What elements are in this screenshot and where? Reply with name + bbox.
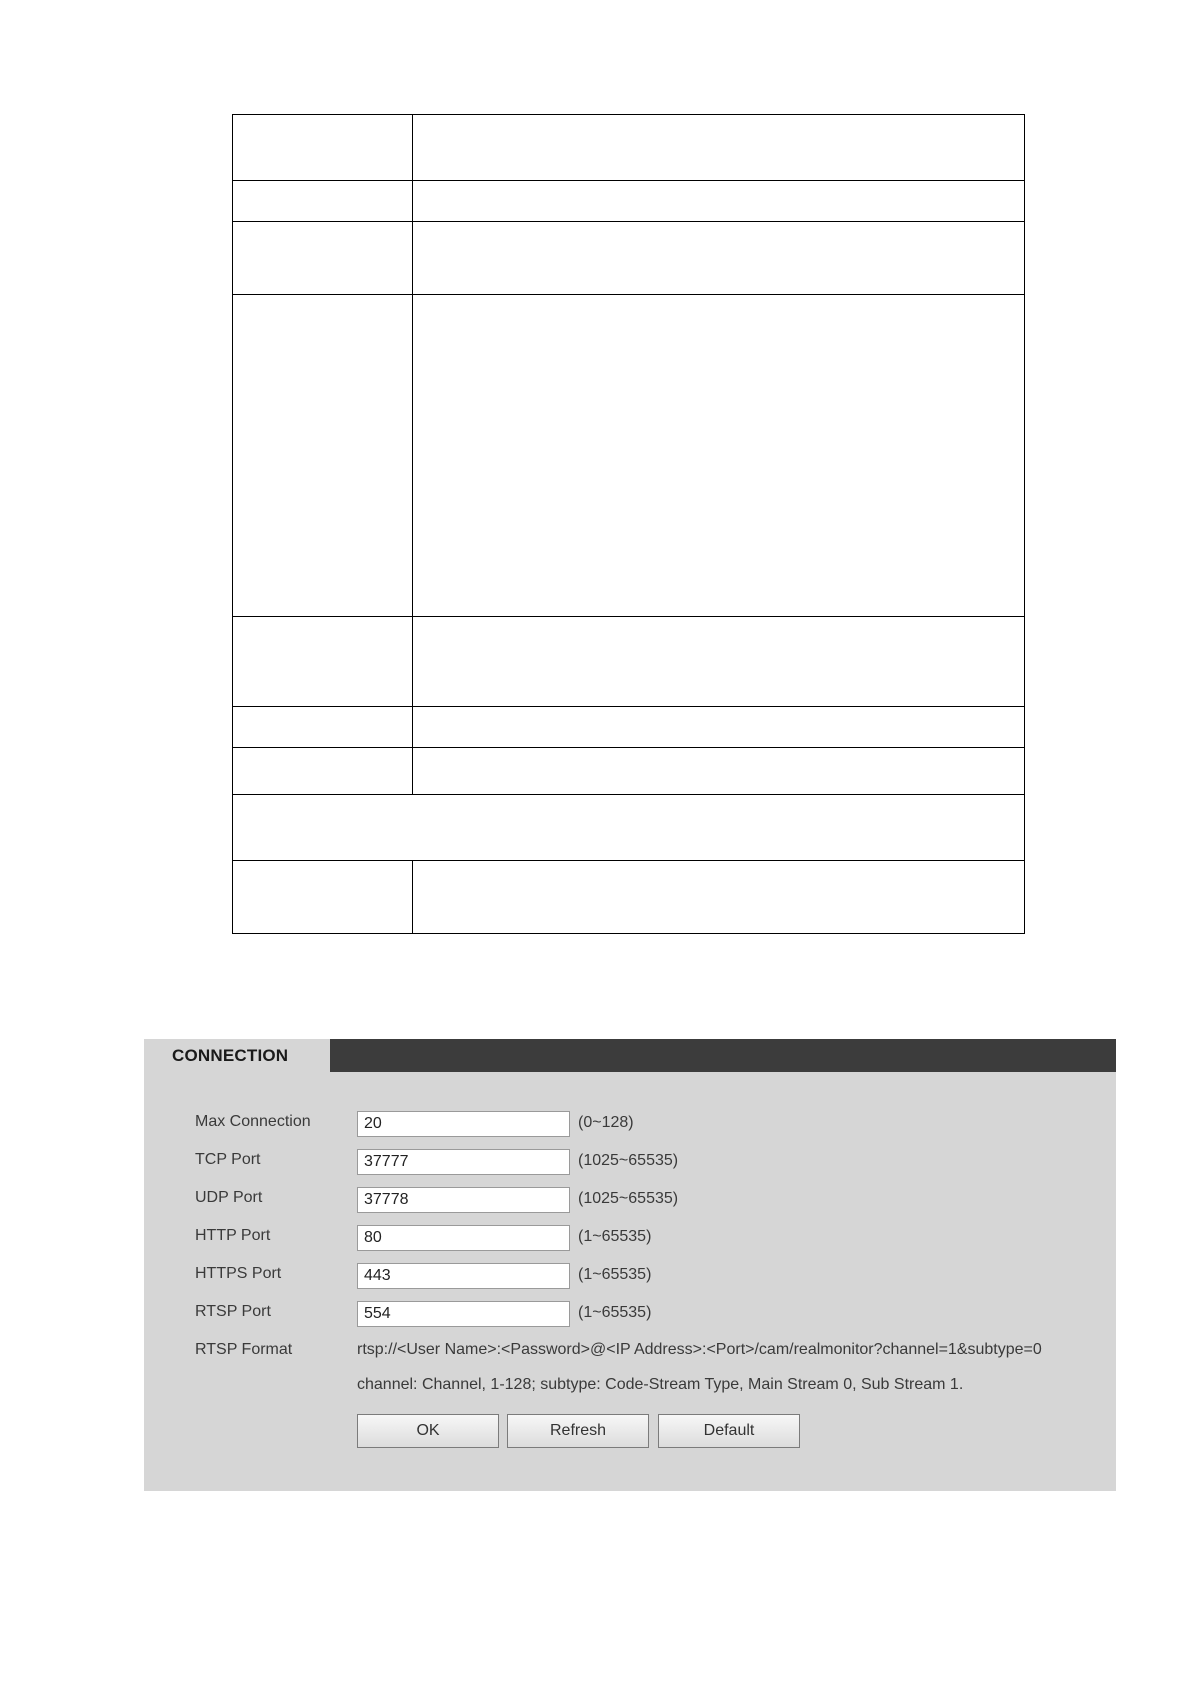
max-connection-label: Max Connection <box>195 1113 311 1130</box>
default-button[interactable]: Default <box>658 1414 800 1448</box>
ok-button[interactable]: OK <box>357 1414 499 1448</box>
tcp-port-input[interactable]: 37777 <box>357 1149 570 1175</box>
table-row-divider <box>233 860 1024 861</box>
table-row-divider <box>233 706 1024 707</box>
max-connection-input[interactable]: 20 <box>357 1111 570 1137</box>
rtsp-format-note: channel: Channel, 1-128; subtype: Code-Stream Type, Main Stream 0, Sub Stream 1. <box>357 1376 964 1393</box>
rtsp-port-label: RTSP Port <box>195 1303 271 1320</box>
rtsp-format-label: RTSP Format <box>195 1341 293 1358</box>
table-row-divider <box>233 747 1024 748</box>
udp-port-label: UDP Port <box>195 1189 263 1206</box>
max-connection-range: (0~128) <box>578 1114 634 1131</box>
table-row-divider <box>233 180 1024 181</box>
table-row-divider <box>233 221 1024 222</box>
udp-port-input[interactable]: 37778 <box>357 1187 570 1213</box>
rtsp-format-url: rtsp://<User Name>:<Password>@<IP Address>:<Port>/cam/realmonitor?channel=1&subtype=0 <box>357 1341 1042 1358</box>
table-row-divider <box>233 794 1024 795</box>
table-column-divider <box>412 860 413 933</box>
panel-title: CONNECTION <box>172 1046 289 1065</box>
tcp-port-range: (1025~65535) <box>578 1152 679 1169</box>
table-row-divider <box>233 616 1024 617</box>
https-port-input[interactable]: 443 <box>357 1263 570 1289</box>
rtsp-port-input[interactable]: 554 <box>357 1301 570 1327</box>
tcp-port-label: TCP Port <box>195 1151 261 1168</box>
panel-title-tab <box>144 1039 330 1072</box>
rtsp-port-range: (1~65535) <box>578 1304 652 1321</box>
connection-panel <box>144 1039 1116 1491</box>
udp-port-range: (1025~65535) <box>578 1190 679 1207</box>
https-port-label: HTTPS Port <box>195 1265 282 1282</box>
document-table <box>232 114 1025 934</box>
http-port-label: HTTP Port <box>195 1227 271 1244</box>
refresh-button[interactable]: Refresh <box>507 1414 649 1448</box>
table-column-divider <box>412 115 413 794</box>
http-port-input[interactable]: 80 <box>357 1225 570 1251</box>
http-port-range: (1~65535) <box>578 1228 652 1245</box>
table-row-divider <box>233 294 1024 295</box>
https-port-range: (1~65535) <box>578 1266 652 1283</box>
